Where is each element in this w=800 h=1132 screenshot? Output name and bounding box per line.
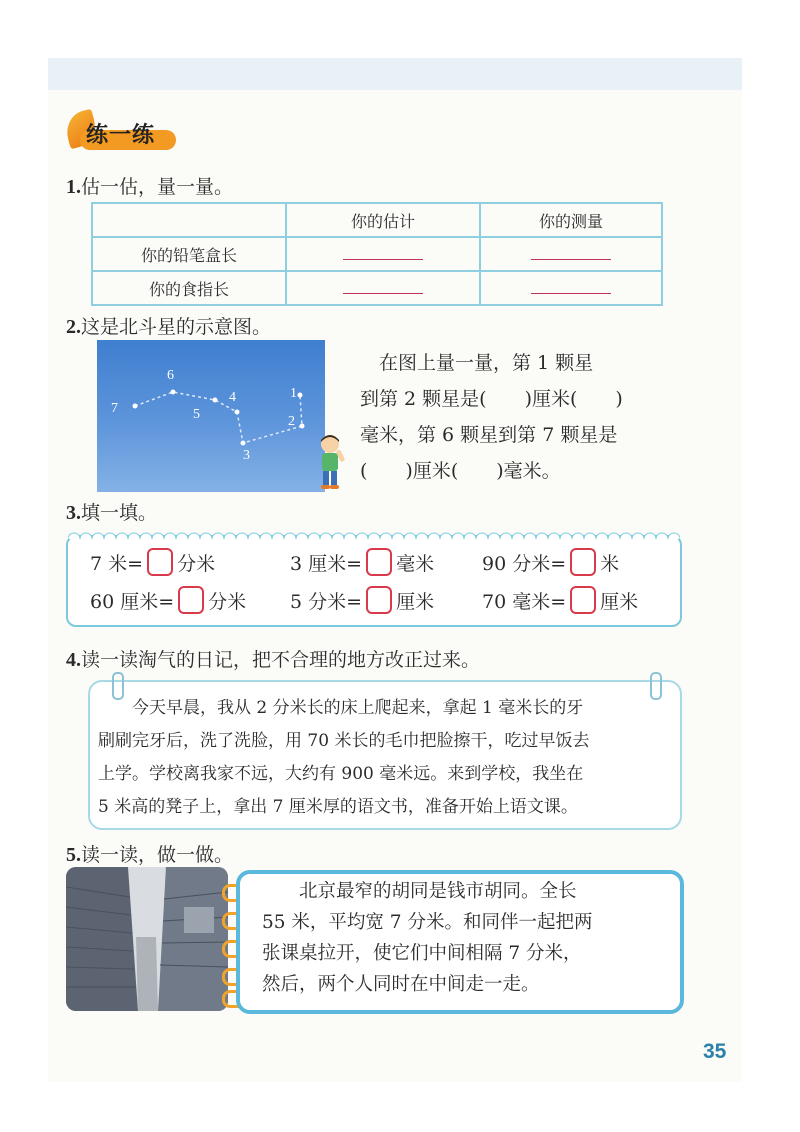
table-header-empty	[92, 203, 286, 237]
star-label: 6	[167, 368, 174, 383]
conversion-item: 90 分米= 米	[482, 548, 619, 576]
answer-box[interactable]	[178, 586, 204, 614]
answer-blank[interactable]	[286, 237, 480, 271]
star-5	[213, 398, 218, 403]
big-dipper-diagram	[97, 340, 325, 492]
table-row-label: 你的铅笔盒长	[92, 237, 286, 271]
star-label: 2	[288, 414, 295, 429]
estimate-table	[91, 202, 663, 306]
hutong-photo	[66, 867, 228, 1011]
star-1	[298, 393, 303, 398]
star-6	[171, 390, 176, 395]
table-header-measure: 你的测量	[480, 203, 662, 237]
conversion-item: 60 厘米= 分米	[90, 586, 246, 614]
star-label: 1	[290, 386, 297, 401]
conversion-item: 5 分米= 厘米	[290, 586, 434, 614]
question-5-title: 5.读一读，做一做。	[66, 844, 234, 866]
child-character	[312, 432, 348, 492]
answer-box[interactable]	[366, 548, 392, 576]
section-badge	[66, 112, 178, 152]
answer-blank[interactable]	[480, 237, 662, 271]
question-1-title: 1.估一估，量一量。	[66, 176, 234, 198]
star-3	[241, 441, 246, 446]
star-label: 4	[229, 390, 236, 405]
star-label: 3	[243, 448, 250, 463]
answer-box[interactable]	[147, 548, 173, 576]
answer-blank[interactable]	[286, 271, 480, 305]
page-number: 35	[703, 1040, 727, 1063]
question-5-text: 北京最窄的胡同是钱市胡同。全长 55 米，平均宽 7 分米。和同伴一起把两 张课桌拉开，使它们中间相隔 7 分米， 然后，两个人同时在中间走一走。	[262, 881, 593, 995]
question-4-title: 4.读一读淘气的日记，把不合理的地方改正过来。	[66, 649, 481, 671]
star-label: 7	[111, 401, 118, 416]
answer-blank[interactable]	[480, 271, 662, 305]
conversion-item: 3 厘米= 毫米	[290, 548, 434, 576]
answer-box[interactable]	[570, 548, 596, 576]
question-2-text: 在图上量一量，第 1 颗星 到第 2 颗星是( )厘米( ) 毫米，第 6 颗星到第 7 颗星是 ( )厘米( )毫米。	[360, 352, 623, 482]
section-title: 练一练	[86, 123, 156, 148]
table-row-label: 你的食指长	[92, 271, 286, 305]
answer-box[interactable]	[366, 586, 392, 614]
conversion-item: 7 米= 分米	[90, 548, 215, 576]
table-header-estimate: 你的估计	[286, 203, 480, 237]
diary-note	[88, 680, 682, 830]
star-7	[133, 404, 138, 409]
top-band	[48, 58, 742, 90]
question-2-title: 2.这是北斗星的示意图。	[66, 316, 272, 338]
star-label: 5	[193, 407, 200, 422]
conversion-item: 70 毫米= 厘米	[482, 586, 638, 614]
question-3-title: 3.填一填。	[66, 502, 158, 524]
answer-box[interactable]	[570, 586, 596, 614]
star-2	[300, 424, 305, 429]
diary-text: 今天早晨，我从 2 分米长的床上爬起来，拿起 1 毫米长的牙 刷刷完牙后，洗了洗脸，用 70 米长的毛巾把脸擦干，吃过早饭去 上学。学校离我家不远，大约有 900 毫米远。来到学校，我坐在 5 米高的凳子上，拿出 7 厘米厚的语文书，准备开始上语文课。	[98, 698, 590, 817]
star-4	[235, 410, 240, 415]
